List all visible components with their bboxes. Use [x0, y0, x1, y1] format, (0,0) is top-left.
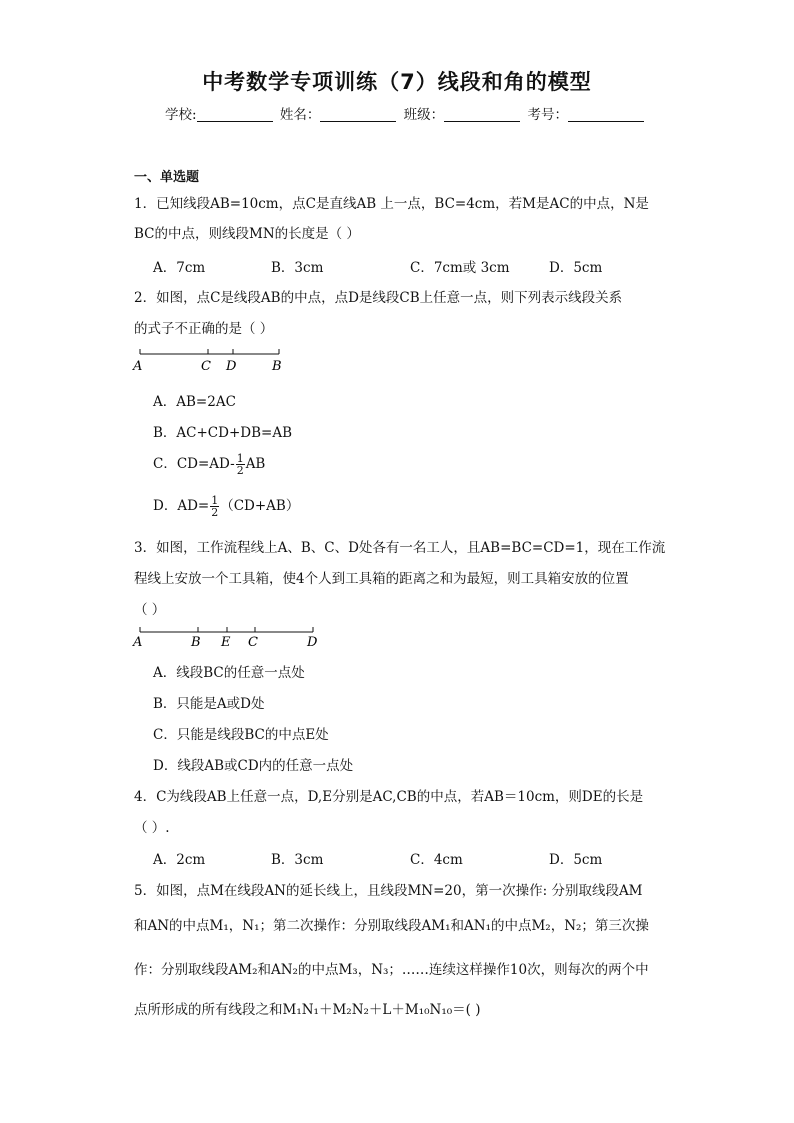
name-blank[interactable]	[320, 107, 396, 122]
label-d: D	[307, 635, 318, 650]
q2-option-d-prefix: D．AD=	[153, 498, 210, 514]
student-info-line	[165, 103, 647, 123]
class-blank[interactable]	[444, 107, 520, 122]
half-fraction: $\frac{1}{2}$	[236, 452, 244, 477]
q1-option-c[interactable]: C．7cm或 3cm	[410, 260, 510, 276]
label-c: C	[201, 359, 211, 374]
q3-line3: （ ）	[134, 602, 166, 618]
q1-option-b[interactable]: B．3cm	[271, 260, 324, 276]
number-blank[interactable]	[568, 107, 644, 122]
page-title: 中考数学专项训练（7）线段和角的模型	[202, 70, 592, 94]
q3-line1: 3．如图，工作流程线上A、B、C、D处各有一名工人，且AB=BC=CD=1，现在工作流	[134, 540, 666, 556]
label-e: E	[221, 635, 231, 650]
q3-option-d[interactable]: D．线段AB或CD内的任意一点处	[153, 758, 354, 774]
half-fraction: $\frac{1}{2}$	[211, 494, 219, 519]
q2-option-a[interactable]: A．AB=2AC	[153, 394, 236, 410]
label-b: B	[191, 635, 201, 650]
q4-option-d[interactable]: D．5cm	[549, 852, 603, 868]
q3-option-b[interactable]: B．只能是A或D处	[153, 696, 265, 712]
q1-option-a[interactable]: A．7cm	[153, 260, 206, 276]
q5-line3: 作：分别取线段AM₂和AN₂的中点M₃，N₃；……连续这样操作10次，则每次的两个中	[134, 962, 649, 978]
q2-option-d[interactable]	[153, 494, 299, 518]
school-label: 学校:	[165, 107, 197, 123]
q2-option-b[interactable]: B．AC+CD+DB=AB	[153, 425, 293, 441]
q2-segment-figure	[130, 343, 300, 375]
q4-line2: （ ）.	[134, 820, 170, 836]
q2-line2: 的式子不正确的是（ ）	[134, 321, 274, 337]
q3-option-c[interactable]: C．只能是线段BC的中点E处	[153, 727, 329, 743]
label-b: B	[272, 359, 282, 374]
q3-option-a[interactable]: A．线段BC的任意一点处	[153, 665, 305, 681]
q4-option-c[interactable]: C．4cm	[410, 852, 463, 868]
q4-line1: 4．C为线段AB上任意一点，D,E分别是AC,CB的中点，若AB＝10cm，则DE的长是	[134, 789, 644, 805]
school-blank[interactable]	[197, 107, 273, 122]
q2-option-c[interactable]	[153, 452, 265, 476]
q2-option-c-prefix: C．CD=AD-	[153, 456, 235, 472]
q3-workflow-figure	[130, 622, 330, 650]
q3-line2: 程线上安放一个工具箱，使4个人到工具箱的距离之和为最短，则工具箱安放的位置	[134, 571, 629, 587]
label-d: D	[226, 359, 237, 374]
q5-line1: 5．如图，点M在线段AN的延长线上，且线段MN=20，第一次操作: 分别取线段AM	[134, 883, 643, 899]
section-heading: 一、单选题	[134, 170, 200, 185]
number-label: 考号：	[527, 107, 568, 123]
q4-option-a[interactable]: A．2cm	[153, 852, 206, 868]
label-c: C	[248, 635, 258, 650]
q2-option-c-suffix: AB	[245, 456, 266, 472]
q1-line2: BC的中点，则线段MN的长度是（ ）	[134, 226, 360, 242]
name-label: 姓名：	[279, 107, 321, 123]
q4-option-b[interactable]: B．3cm	[271, 852, 324, 868]
label-a: A	[133, 635, 143, 650]
class-label: 班级：	[403, 107, 445, 123]
q1-option-d[interactable]: D．5cm	[549, 260, 603, 276]
q2-line1: 2．如图，点C是线段AB的中点，点D是线段CB上任意一点，则下列表示线段关系	[134, 290, 623, 306]
q1-line1: 1．已知线段AB=10cm，点C是直线AB 上一点，BC=4cm，若M是AC的中点，N是	[134, 196, 649, 212]
q5-line4: 点所形成的所有线段之和M₁N₁＋M₂N₂＋L＋M₁₀N₁₀＝( )	[134, 1002, 481, 1018]
label-a: A	[133, 359, 143, 374]
q5-line2: 和AN的中点M₁，N₁；第二次操作：分别取线段AM₁和AN₁的中点M₂，N₂；第三次操	[134, 918, 649, 934]
q2-option-d-suffix: （CD+AB）	[220, 498, 300, 514]
